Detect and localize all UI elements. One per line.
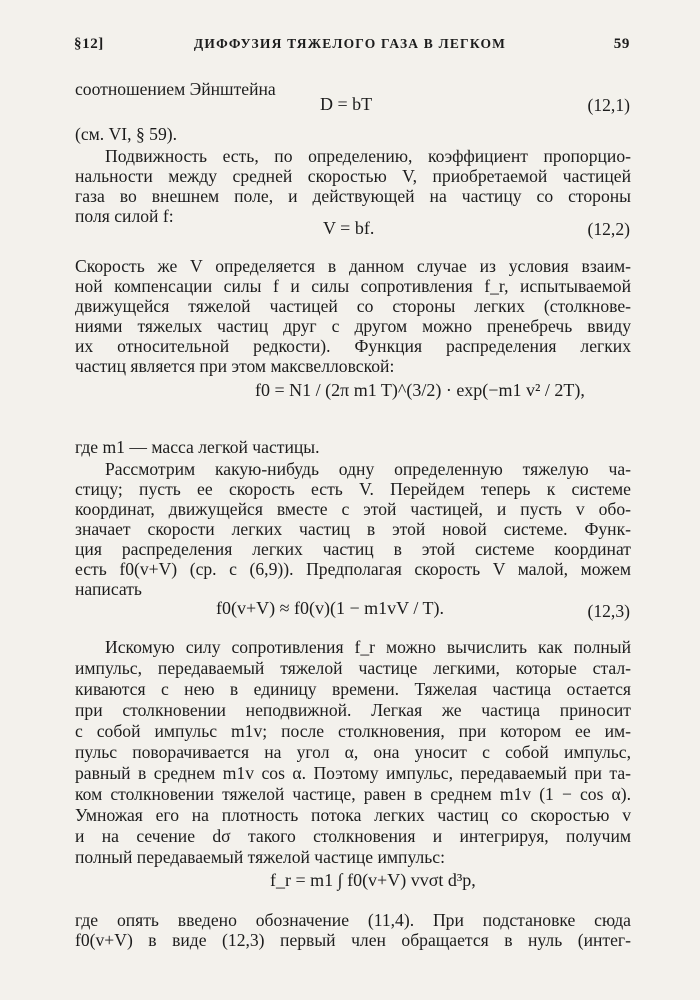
running-title: ДИФФУЗИЯ ТЯЖЕЛОГО ГАЗА В ЛЕГКОМ [193,36,507,51]
text-line: киваются с нею в единицу времени. Тяжелая частица остается [75,679,631,699]
equation-number: (12,1) [587,95,630,115]
text-line: импульс, передаваемый тяжелой частице легкими, которые стал- [75,658,631,678]
text-line: полный передаваемый тяжелой частице импульс: [75,847,445,867]
equation-number: (12,2) [587,219,630,239]
page-number: 59 [613,36,630,52]
text-line: Умножая его на плотность потока легких частиц со скоростью v [75,805,631,825]
text-line: с собой импульс m1v; после столкновения, при котором ее им- [75,721,631,741]
text-line: частиц является при этом максвелловской: [75,356,395,376]
text-line: их относительной редкости). Функция распределения легких [75,336,631,356]
text-line: написать [75,579,142,599]
text-line: движущейся тяжелой частицей со стороны легких (столкнове- [75,296,631,316]
text-line: равный в среднем m1v cos α. Поэтому импульс, передаваемый при та- [75,763,631,783]
text-line: координат, движущейся вместе с этой частицей, и пусть v обо- [75,499,631,519]
equation-12-2: V = bf. [323,218,375,238]
equation-12-1: D = bT [320,94,373,114]
text-line: при столкновении неподвижной. Легкая же частица приносит [75,700,631,720]
text-line: газа во внешнем поле, и действующей на частицу со стороны [75,186,631,206]
text-line: ция распределения легких частиц в этой системе координат [75,539,631,559]
text-line: где m1 — масса легкой частицы. [75,437,320,457]
text-line: пульс поворачивается на угол α, она уносит с собой импульс, [75,742,631,762]
text-line: соотношением Эйнштейна [75,79,276,99]
force-integral-equation: f_r = m1 ∫ f0(v+V) vvσt d³p, [270,870,476,890]
text-line: есть f0(v+V) (ср. с (6,9)). Предполагая скорость V малой, можем [75,559,631,579]
text-line: Скорость же V определяется в данном случае из условия взаим- [75,256,631,276]
text-line: стицу; пусть ее скорость есть V. Перейдем теперь к системе [75,479,631,499]
text-line: ной компенсации силы f и силы сопротивления f_r, испытываемой [75,276,631,296]
paragraph-start: Искомую силу сопротивления f_r можно вычислить как полный [105,637,631,657]
text-line: поля силой f: [75,206,174,226]
text-line: значает скорости легких частиц в этой новой системе. Функ- [75,519,631,539]
section-marker: §12] [74,36,104,52]
paragraph-start: Рассмотрим какую-нибудь одну определенную тяжелую ча- [105,459,631,479]
maxwell-equation: f0 = N1 / (2π m1 T)^(3/2) · exp(−m1 v² / 2T), [255,380,585,400]
text-line: и на сечение dσ такого столкновения и интегрируя, получим [75,826,631,846]
equation-number: (12,3) [587,601,630,621]
text-line: ком столкновении тяжелой частице, равен в среднем m1v (1 − cos α). [75,784,631,804]
text-line: (см. VI, § 59). [75,124,178,144]
text-line: нальности между средней скоростью V, приобретаемой частицей [75,166,631,186]
text-line: ниями тяжелых частиц друг с другом можно пренебречь ввиду [75,316,631,336]
text-line: где опять введено обозначение (11,4). При подстановке сюда [75,910,631,930]
paragraph-start: Подвижность есть, по определению, коэффициент пропорцио- [105,146,631,166]
text-line: f0(v+V) в виде (12,3) первый член обращается в нуль (интег- [75,930,631,950]
equation-12-3: f0(v+V) ≈ f0(v)(1 − m1vV / T). [216,598,444,618]
